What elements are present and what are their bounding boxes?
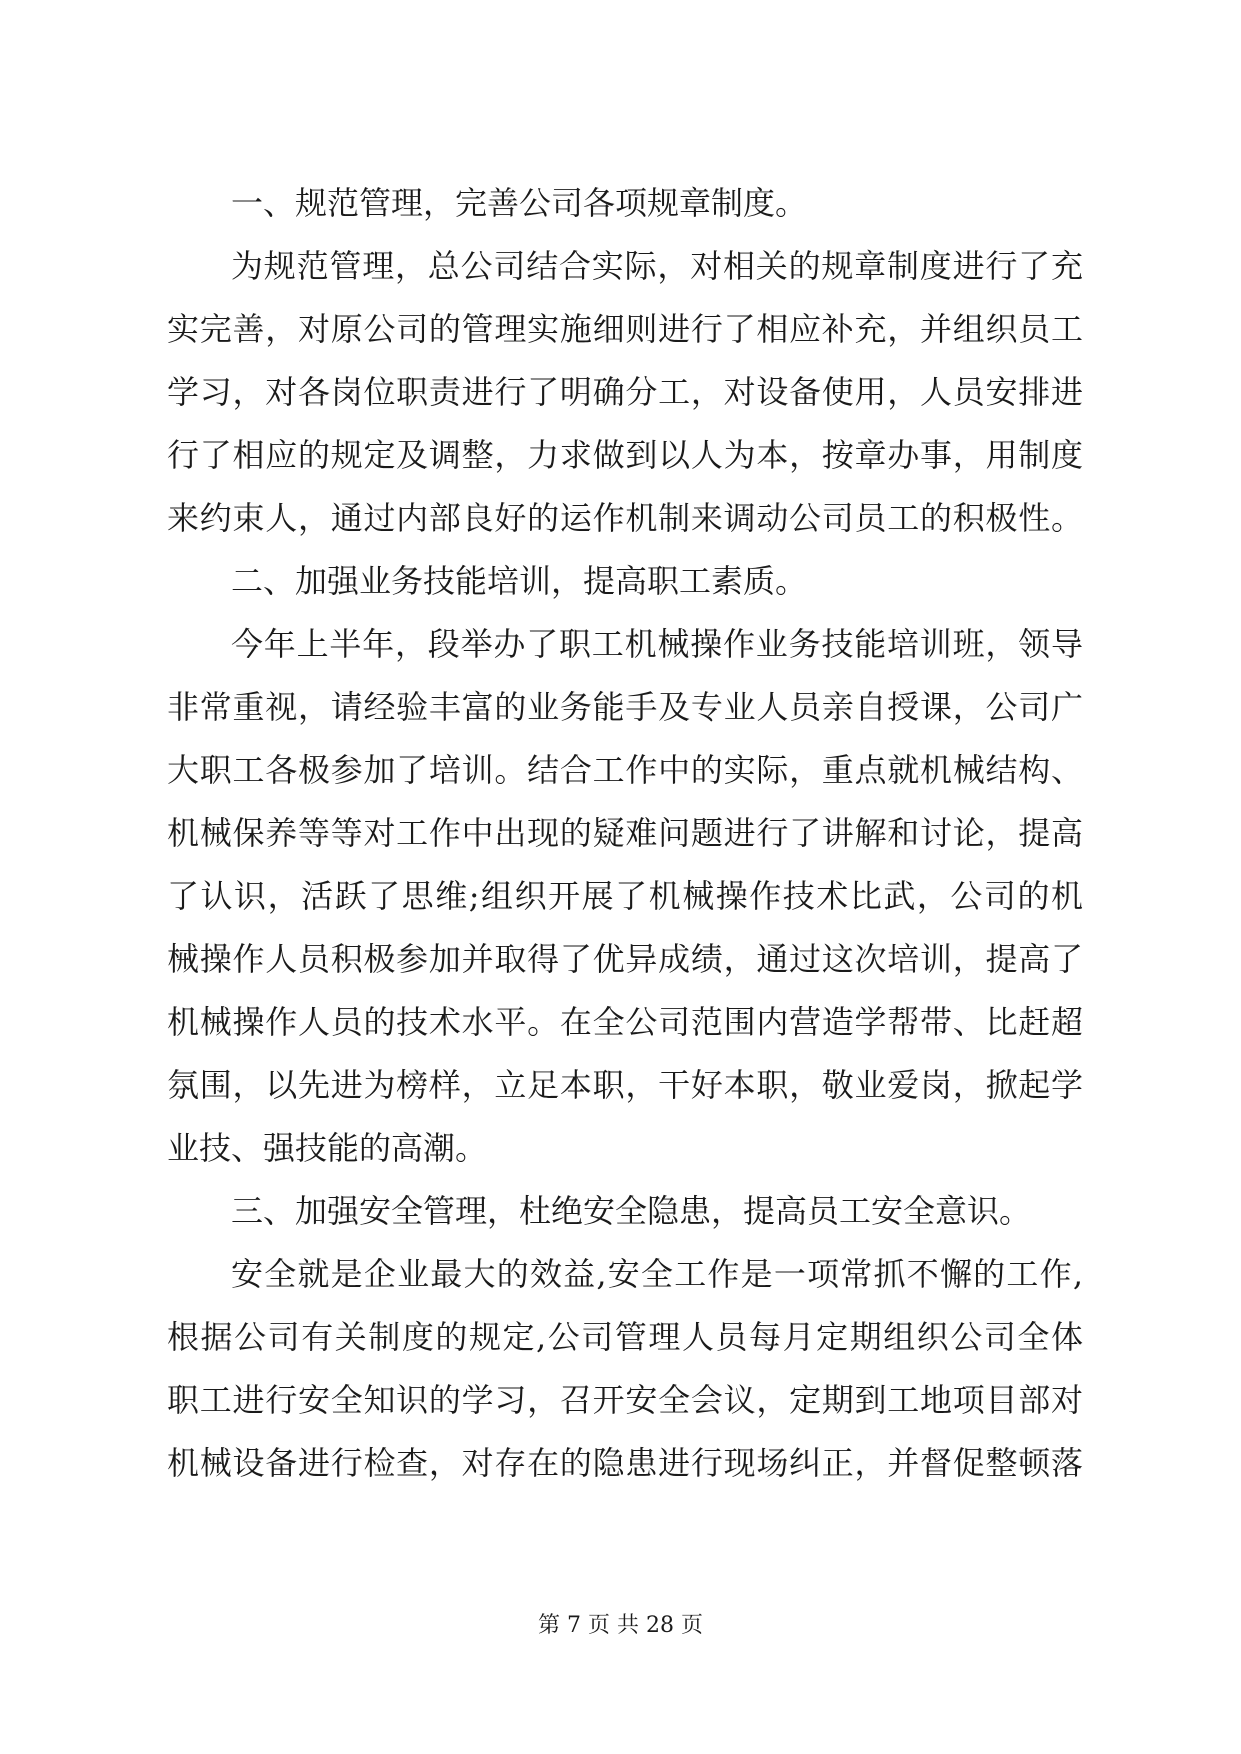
text-line: 氛围，以先进为榜样，立足本职，干好本职，敬业爱岗，掀起学: [167, 1066, 1083, 1104]
text-line: 今年上半年，段举办了职工机械操作业务技能培训班，领导: [231, 625, 1083, 663]
text-line: 来约束人，通过内部良好的运作机制来调动公司员工的积极性。: [167, 499, 1083, 537]
text-line: 安全就是企业最大的效益,安全工作是一项常抓不懈的工作,: [231, 1255, 1083, 1293]
text-line: 大职工各极参加了培训。结合工作中的实际，重点就机械结构、: [167, 751, 1083, 789]
text-line: 业技、强技能的高潮。: [167, 1129, 488, 1167]
text-line: 实完善，对原公司的管理实施细则进行了相应补充，并组织员工: [167, 310, 1083, 348]
text-line: 非常重视，请经验丰富的业务能手及专业人员亲自授课，公司广: [167, 688, 1083, 726]
text-line: 行了相应的规定及调整，力求做到以人为本，按章办事，用制度: [167, 436, 1083, 474]
text-line: 根据公司有关制度的规定,公司管理人员每月定期组织公司全体: [167, 1318, 1083, 1356]
text-line: 二、加强业务技能培训，提高职工素质。: [231, 562, 808, 600]
document-body: [167, 172, 1083, 1495]
text-line: 机械操作人员的技术水平。在全公司范围内营造学帮带、比赶超: [167, 1003, 1083, 1041]
text-line: 机械保养等等对工作中出现的疑难问题进行了讲解和讨论，提高: [167, 814, 1083, 852]
text-line: 职工进行安全知识的学习，召开安全会议，定期到工地项目部对: [167, 1381, 1083, 1419]
text-line: 学习，对各岗位职责进行了明确分工，对设备使用，人员安排进: [167, 373, 1083, 411]
text-line: 械操作人员积极参加并取得了优异成绩，通过这次培训，提高了: [167, 940, 1083, 978]
text-line: 为规范管理，总公司结合实际，对相关的规章制度进行了充: [231, 247, 1083, 285]
text-line: 一、规范管理，完善公司各项规章制度。: [231, 184, 808, 222]
text-line: 机械设备进行检查，对存在的隐患进行现场纠正，并督促整顿落: [167, 1444, 1083, 1482]
page-footer: 第 7 页 共 28 页: [538, 1613, 703, 1638]
text-line: 了认识，活跃了思维;组织开展了机械操作技术比武，公司的机: [167, 877, 1083, 915]
text-line: 三、加强安全管理，杜绝安全隐患，提高员工安全意识。: [231, 1192, 1032, 1230]
